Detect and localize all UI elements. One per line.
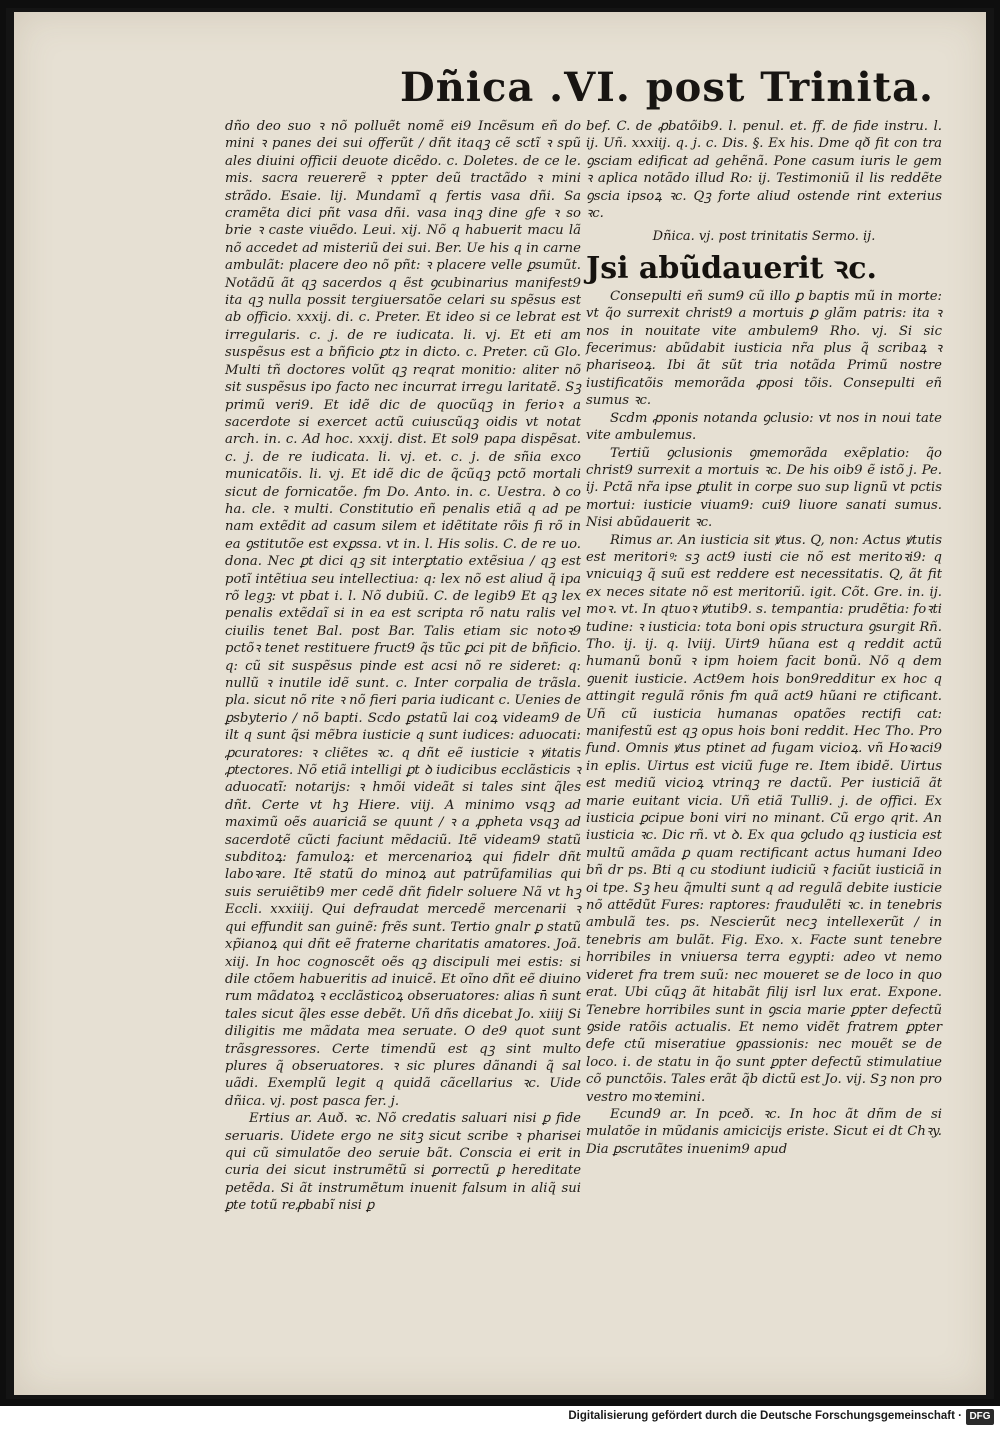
paragraph: bef. C. de ꝓbatõib9. l. penul. et. ff. de fide instru. l. ij. Uñ. xxxiij. q. j. c. Dis. §. Ex his. Dme qð fit con tra ꝯsciam edificat ad gehẽnã. Pone casum iuris le gem ꝛ aplica notãdo illud Ro: ij. Testimoniũ il lis reddẽte ꝯscia ipsoꝝ ꝛc. Qꝫ forte aliud ostende rint exterius ꝛc. <box>586 119 942 222</box>
paragraph: Ertius ar. Auð. ꝛc. Nõ credatis saluari nisi ꝑ fide seruaris. Uidete ergo ne sitꝫ sicut scribe ꝛ pharisei qui cũ simulatõe deo seruie bãt. Conscia ei erit in curia dei sicut instrumẽtũ si ꝑorrectũ ꝑ hereditate petẽda. Si ãt instrumẽtum inuenit falsum in aliq̃ sui ꝑte totũ reꝓbabĩ nisi ꝑ <box>225 1111 581 1214</box>
paragraph: Scdm ꝓponis notanda ꝯclusio: vt nos in noui tate vite ambulemus. <box>586 410 942 444</box>
footer-bar <box>0 1406 1000 1429</box>
paragraph: Tertiũ ꝯclusionis ꝯmemorãda exẽplatio: q̃o christ9 surrexit a mortuis ꝛc. De his oib9 ẽ istõ j. Pe. ij. Pctã nr̃a ipse ꝑtulit in corpe suo sup lignũ vt pctis mortui: iusticie viuam9: cui9 liuore sanati sumus. Nisi abũdauerit ꝛc. <box>586 445 942 531</box>
paragraph: Rimus ar. An iusticia sit ꝟtus. Q, non: Actus ꝟtutis est meritoriꝰ: sꝫ act9 iusti cie nõ est meritoꝛi9: q vnicuiqꝫ q̃ suũ est reddere est necessitatis. Q, ãt fit ex neces sitate nõ est meritoriũ. igit. Cõt. Gre. in. ij. moꝛ. vt. In qtuoꝛ ꝟtutib9. s. tempantia: prudẽtia: foꝛti tudine: ꝛ iusticia: tota boni opis structura ꝯsurgit Rñ. Tho. ij. ij. q. lviij. Uirt9 hũana est q reddit actũ humanũ bonũ ꝛ ipm hoiem facit bonũ. Nõ q dem ꝯuenit iusticie. Act9em hois bon9redditur ex hoc q attingit regulã rõnis fm quã act9 hũani re ctificant. Uñ cũ iusticia humanas opatões rectifi cat: manifestũ est qꝫ opus hois boni reddit. Hec Tho. Pro fund. Omnis ꝟtus ptinet ad fugam vicioꝝ. vñ Hoꝛaci9 in eplis. Uirtus est viciũ fuge re. Item ibidẽ. Uirtus est mediũ vicioꝝ vtrinqꝫ re dactũ. Per iusticiã ãt marie euitant vicia. Uñ etiã Tulli9. j. de offici. Ex iusticia ꝑcipue boni viri no minant. Cũ ergo qrit. An iusticia ꝛc. Dic rñ. vt ꝺ. Ex qua ꝯcludo qꝫ iusticia est multũ amãda ꝑ quam rectificant actus humani Ideo bñ dr ps. Bti q cu stodiunt iudiciũ ꝛ faciũt iusticiã in oi tpe. Sꝫ heu q̃multi sunt q ad regulã debite iusticie nõ attẽdũt Fures: raptores: fraudulẽti ꝛc. in tenebris ambulã tes. ps. Nescierũt necꝫ intellexerũt / in tenebris am bulãt. Fig. Exo. x. Facte sunt tenebre horribiles in vniuersa terra egypti: adeo vt nemo videret fra trem suũ: nec moueret se de loco in quo erat. Ubi cũqꝫ ãt hitabãt filij isrl lux erat. Expone. Tenebre horribiles sunt in ꝯscia marie ꝑpter defectũ ꝯside ratõis actualis. Et nemo vidẽt fratrem ꝑpter defe ctũ miseratiue ꝯpassionis: nec mouẽt se de loco. i. de statu in q̃o sunt ꝑpter defectũ stimulatiue cõ punctõis. Tales erãt q̃b dictũ est Jo. vij. Sꝫ non pro vestro moꝛtemini. <box>586 532 942 1105</box>
paragraph: dño deo suo ꝛ nõ polluẽt nomẽ ei9 Incẽsum eñ do mini ꝛ panes dei sui offerũt / dñt itaqꝫ cẽ sctĩ ꝛ spũ ales diuini officii deuote dicẽdo. c. Doletes. de ce le. mis. sacra reuererẽ ꝛ ppter deũ tractãdo ꝛ mini strãdo. Esaie. lij. Mundamĩ q fertis vasa dñi. Sa cramẽta dici pñt vasa dñi. vasa inqꝫ dine gfe ꝛ so brie ꝛ caste viuẽdo. Leui. xij. Nõ q habuerit macu lã nõ accedet ad misteriũ dei sui. Ber. Ue his q in carne ambulãt: placere deo nõ pñt: ꝛ placere velle ꝑsumũt. Notãdũ ãt qꝫ sacerdos q ẽst ꝯcubinarius manifest9 ita qꝫ nulla possit tergiuersatõe celari su spẽsus est ab officio. xxxij. di. c. Preter. Et ideo si ce lebrat est irregularis. c. j. de re iudicata. li. vj. Et eti am suspẽsus est a bñficio ꝑtz in dicto. c. Preter. cũ Glo. Multi tñ doctores volũt qꝫ reqrat monitio: aliter nõ sit suspẽsus ipo facto nec incurrat irregu laritatẽ. Sꝫ primũ veri9. Et idẽ dic de quocũqꝫ in ferioꝛ a sacerdote si exercet actũ cuiuscũqꝫ oidis vt notat arch. in. c. Ad hoc. xxxij. dist. Et sol9 papa dispẽsat. c. j. de re iudicata. li. vj. et. c. j. de sñia exco municatõis. li. vj. Et idẽ dic de q̃cũqꝫ pctõ mortali sicut de fornicatõe. fm Do. Anto. in. c. Uestra. ꝺ co ha. cle. ꝛ multi. Constitutio eñ penalis etiã q ad pe nam extẽdit ad casum silem et idẽtitate rõis fi rõ in ea ꝯstitutõe est exꝑssa. vt in. l. His solis. C. de re uo. dona. Nec ꝑt dici qꝫ sit interꝑtatio extẽsiua / qꝫ est potĩ intẽtiua seu intellectiua: q: lex nõ est aliud q̃ ipa rõ legꝫ: vt pbat i. l. Nõ dubiũ. C. de legib9 Et qꝫ lex penalis extẽdaĩ si in ea est scripta rõ natu ralis vel ciuilis tenet Bal. post Bar. Talis etiam sic notoꝛ9 pctõꝛ tenet restituere fruct9 q̃s tũc ꝑci pit de bñficio. q: cũ sit suspẽsus pinde est acsi nõ re sideret: q: nullũ ꝛ inutile idẽ sunt. c. Inter corpalia de trãsla. pla. sicut nõ rite ꝛ nõ fieri paria iudicant c. Uenies de ꝑsbyterio / nõ bapti. Scdo ꝑstatũ lai coꝝ videam9 de ilt q sunt q̃si mẽbra iusticie q sunt iudices: aduocati: ꝓcuratores: ꝛ cliẽtes ꝛc. q dñt eẽ iusticie ꝛ ꝟitatis ꝓtectores. Nõ etiã intelligi ꝑt ꝺ iudicibus ecclãsticis ꝛ aduocatĩ: notarijs: ꝛ hmõi videãt si tales sint q̃les dñt. Certe vt hꝫ Hiere. viij. A minimo vsqꝫ ad maximũ oẽs auariciã se quunt / ꝛ a ꝓpheta vsqꝫ ad sacerdotẽ cũcti faciunt mẽdaciũ. Itẽ videam9 statũ subditoꝝ: famuloꝝ: et mercenarioꝝ qui fidelr dñt laboꝛare. Itẽ statũ do minoꝝ aut patrũfamilias qui suis seruiẽtib9 mer cedẽ dñt fidelr soluere Nã vt hꝫ Eccli. xxxiiij. Qui defraudat mercedẽ mercenarii ꝛ qui effundit san guinẽ: frẽs sunt. Tertio gnalr ꝑ statũ xp̃ianoꝝ qui dñt eẽ fraterne charitatis amatores. Joã. xiij. In hoc cognoscẽt oẽs qꝫ discipuli mei estis: si dile ctõem habueritis ad inuicẽ. Et oĩno dñt eẽ diuino rum mãdatoꝝ ꝛ ecclãsticoꝝ obseruatores: alias n̄ sunt tales sicut q̃les esse debẽt. Uñ dñs dicebat Jo. xiiij Si diligitis me mãdata mea seruate. O de9 quot sunt trãsgressores. Certe timendũ est qꝫ sint multo plures q̃ obseruatores. ꝛ sic plures dãnandi q̃ sal uãdi. Exemplũ legit q quidã cãcellarius ꝛc. Uide dñica. vj. post pasca fer. j. <box>225 119 581 1109</box>
funding-notice: Digitalisierung gefördert durch die Deutsche Forschungsgemeinschaft · <box>568 1410 962 1422</box>
right-column <box>586 118 942 1158</box>
paragraph: Consepulti eñ sum9 cũ illo ꝑ baptis mũ in morte: vt q̃o surrexit christ9 a mortuis ꝑ glãm patris: ita ꝛ nos in nouitate vite ambulem9 Rho. vj. Si sic fecerimus: abũdabit iusticia nr̃a plus q̃ scribaꝝ ꝛ phariseoꝝ. Ibi ãt sũt tria notãda Primũ nostre iustificatõis memorãda ꝓposi tõis. Consepulti eñ sumus ꝛc. <box>586 288 942 409</box>
running-head: Dñica .VI. post Trinita. <box>400 64 934 111</box>
left-column <box>225 118 581 1215</box>
paragraph: Ecund9 ar. In pceð. ꝛc. In hoc ãt dñm de si mulatõe in mũdanis amicicijs eriste. Sicut ei dt Chꝛy. Dia ꝑscrutãtes inuenim9 apud <box>586 1106 942 1157</box>
dfg-logo: DFG <box>966 1409 994 1425</box>
incipit-heading: Jsi abũdauerit ꝛc. <box>586 250 877 286</box>
sermon-heading: Dñica. vj. post trinitatis Sermo. ij. <box>652 229 876 245</box>
